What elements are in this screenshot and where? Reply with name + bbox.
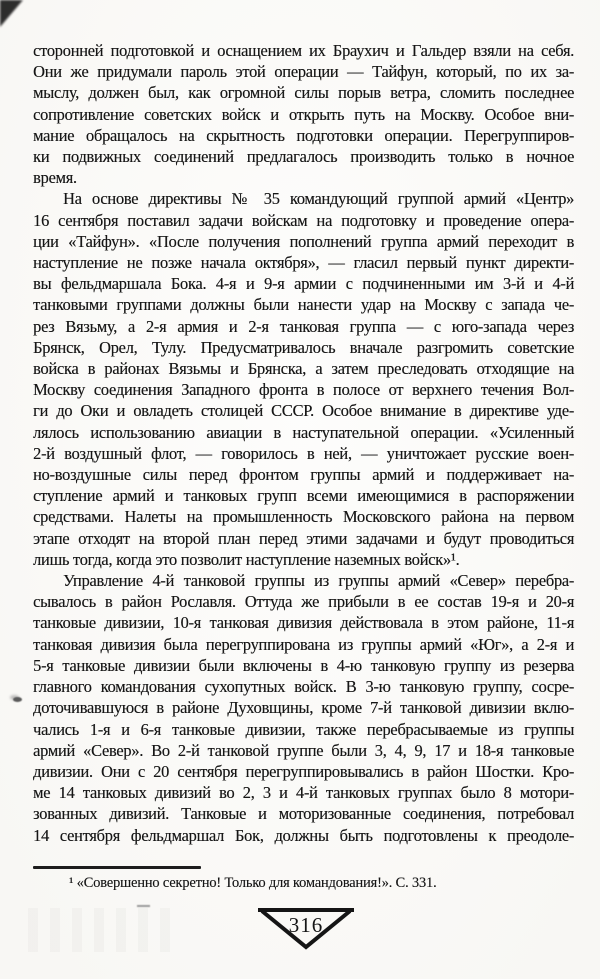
text-line: войска в районах Вязьмы и Брянска, а затем преследовать отходящие на xyxy=(33,359,574,379)
scan-corner-artifact xyxy=(0,0,23,27)
footnote: ¹ «Совершенно секретно! Только для командования!». С. 331. xyxy=(69,875,437,891)
text-line: ции «Тайфун». «После получения пополнений группа армий переходит в xyxy=(33,231,574,251)
text-line: мание обращалось на скрытность подготовки операции. Перегруппиров- xyxy=(33,125,574,145)
triangle-ornament xyxy=(250,896,362,958)
text-line: чались 1-я и 6-я танковые дивизии, также перебрасываемые из группы xyxy=(33,719,574,739)
text-line: но-воздушные силы перед фронтом группы армий и поддерживает на- xyxy=(33,465,574,485)
text-line: наступление не позже начала октября», — гласил первый пункт директи- xyxy=(33,253,574,273)
text-line: вы фельдмаршала Бока. 4-я и 9-я армии с подчиненными им 3-й и 4-й xyxy=(33,274,574,294)
text-line: сопротивление советских войск и открыть путь на Москву. Особое вни- xyxy=(33,104,574,124)
text-line: средствами. Налеты на промышленность Московского района на первом xyxy=(33,507,574,527)
text-line: время. xyxy=(33,168,77,188)
text-line: танковыми группами должны были нанести удар на Москву с запада че- xyxy=(33,295,574,315)
text-line: 16 сентября поставил задачи войскам на подготовку и проведение опера- xyxy=(33,210,574,230)
text-line: ступление армий и танковых групп всеми имеющимися в распоряжении xyxy=(33,486,574,506)
text-line: танковые дивизии, 10-я танковая дивизия действовала в этом районе, 11-я xyxy=(33,613,574,633)
text-line: дивизии. Они с 20 сентября перегруппировывались в район Шостки. Кро- xyxy=(33,761,574,781)
text-line: сторонней подготовкой и оснащением их Браухич и Гальдер взяли на себя. xyxy=(33,41,574,60)
text-line: 5-я танковые дивизии были включены в 4-ю танковую группу из резерва xyxy=(33,655,574,675)
text-line: ме 14 танковых дивизий во 2, 3 и 4-й танковых группах было 8 мотори- xyxy=(33,783,574,803)
text-line: главного командования сухопутных войск. В 3-ю танковую группу, сосре- xyxy=(33,677,574,697)
text-line: зованных дивизий. Танковые и моторизованные соединения, потребовал xyxy=(33,804,574,824)
text-line: лишь тогда, когда это позволит наступление наземных войск»¹. xyxy=(33,549,460,569)
text-line: 2-й воздушный флот, — говорилось в ней, — уничтожает русские воен- xyxy=(33,443,574,463)
text-line: ки подвижных соединений предлагалось производить только в ночное xyxy=(33,147,574,167)
text-line: лялось использованию авиации в наступательной операции. «Усиленный xyxy=(33,422,574,442)
scan-banding-artifact xyxy=(28,908,178,952)
text-line: Они же придумали пароль этой операции — Тайфун, который, по их за- xyxy=(33,62,574,82)
text-line: На основе директивы № 35 командующий группой армий «Центр» xyxy=(63,189,574,209)
text-line: доточивавшуюся в районе Духовщины, кроме 7-й танковой дивизии вклю- xyxy=(33,698,574,718)
text-line: Брянск, Орел, Тулу. Предусматривалось вначале разгромить советские xyxy=(33,337,574,357)
text-line: 14 сентября фельдмаршал Бок, должны быть подготовлены к преодоле- xyxy=(33,825,574,845)
text-line: Москву соединения Западного фронта в полосе от верхнего течения Вол- xyxy=(33,380,574,400)
text-line: мыслу, должен был, как огромной силы порыв ветра, сломить последнее xyxy=(33,83,574,103)
page-number: 316 xyxy=(288,913,324,937)
text-line: танковая дивизия была перегруппирована из группы армий «Юг», а 2-я и xyxy=(33,634,574,654)
footnote-separator xyxy=(33,866,201,869)
text-line: рез Вязьму, а 2-я армия и 2-я танковая группа — с юго-запада через xyxy=(33,316,574,336)
text-line: этапе отходят на второй план перед этими задачами и будут проводиться xyxy=(33,528,574,548)
text-line: ги до Оки и овладеть столицей СССР. Особое внимание в директиве уде- xyxy=(33,401,574,421)
text-block xyxy=(33,40,574,846)
text-line: Управление 4-й танковой группы из группы армий «Север» перебра- xyxy=(63,571,574,591)
text-line: сывалось в район Рославля. Оттуда же прибыли в ее состав 19-я и 20-я xyxy=(33,592,574,612)
scan-dash-artifact xyxy=(137,905,150,907)
text-line: армий «Север». Во 2-й танковой группе были 3, 4, 9, 17 и 18-я танковые xyxy=(33,740,574,760)
page-number-ornament xyxy=(250,896,362,958)
scan-speck-artifact xyxy=(13,697,22,702)
